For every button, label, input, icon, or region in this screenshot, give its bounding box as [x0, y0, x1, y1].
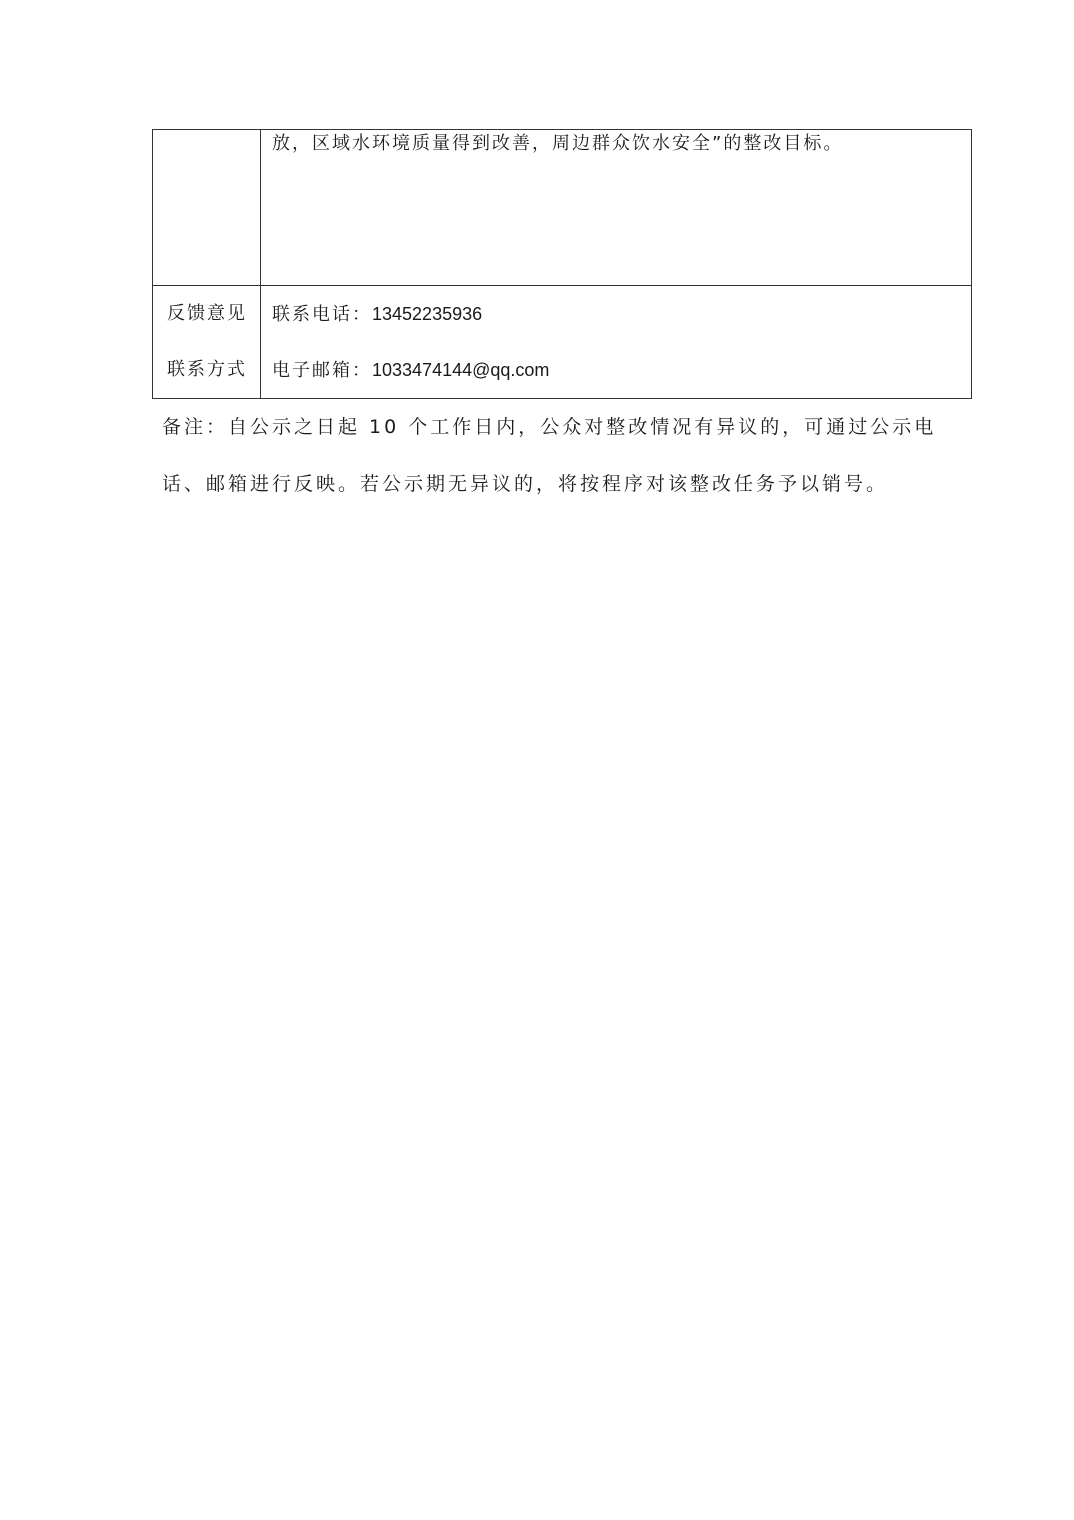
table-row-divider [153, 285, 971, 286]
remark-line1: 备注：自公示之日起 10 个工作日内，公众对整改情况有异议的，可通过公示电 [162, 416, 937, 438]
feedback-label-line1: 反馈意见 [167, 303, 247, 324]
contact-email [272, 358, 549, 383]
contact-email-value: 1033474144@qq.com [372, 360, 550, 380]
feedback-label-line2: 联系方式 [167, 359, 247, 380]
rectification-target-text: 放，区域水环境质量得到改善，周边群众饮水安全”的整改目标。 [272, 133, 844, 154]
contact-phone [272, 302, 482, 327]
contact-phone-label: 联系电话： [272, 304, 372, 325]
rectification-table [152, 129, 972, 399]
contact-phone-value: 13452235936 [372, 304, 483, 324]
remark-line2: 话、邮箱进行反映。若公示期无异议的，将按程序对该整改任务予以销号。 [162, 473, 889, 495]
contact-email-label: 电子邮箱： [272, 360, 372, 381]
table-column-divider [260, 130, 261, 398]
